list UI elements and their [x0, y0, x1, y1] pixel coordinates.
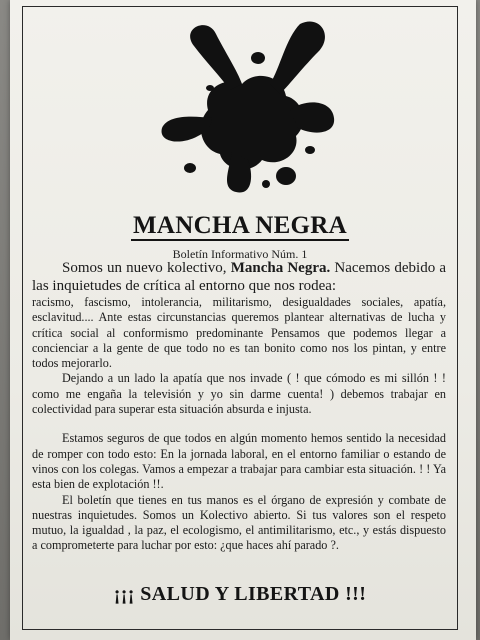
bulletin-subtitle: Boletín Informativo Núm. 1	[172, 247, 308, 261]
ink-splat-icon	[150, 18, 340, 196]
collective-name: Mancha Negra.	[230, 260, 331, 276]
paragraph-1: racismo, fascismo, intolerancia, militarismo, desigualdades sociales, apatía, esclavitud.... Ante estas circunstancias queremos plantear alternativas de lucha y crítica social al conformismo predominante Pensamos que podemos llegar a concienciar a la gente de que todo no es tan bonito como nos los pintan, y entre todos mejorarlo.	[32, 295, 446, 371]
paragraph-2: Dejando a un lado la apatía que nos invade ( ! que cómodo es mi sillón ! ! como me engaña la televisión y yo sin darme cuenta! ) debemos trabajar en colectividad para superar esta situación absurda e injusta.	[32, 371, 446, 417]
bulletin-title: MANCHA NEGRA	[132, 212, 347, 239]
intro-paragraph: Somos un nuevo kolectivo, Mancha Negra. Nacemos debido a las inquietudes de crítica al entorno que nos rodea:	[32, 260, 447, 294]
paragraph-4: El boletín que tienes en tus manos es el órgano de expresión y combate de nuestras inquietudes. Somos un Kolectivo abierto. Si tus valores son el respeto mutuo, la igualdad , la paz, el ecologismo, el antimilitarismo, etc., y estás dispuesto a comprometerte para luchar por esto: ¿que haces ahí parado ?.	[32, 492, 446, 553]
bulletin-body	[32, 260, 446, 554]
closing-slogan: ¡¡¡ SALUD Y LIBERTAD !!!	[113, 583, 367, 605]
paragraph-3: Estamos seguros de que todos en algún momento hemos sentido la necesidad de romper con todo esto: En la jornada laboral, en el entorno familiar o estando de vinos con los colegas. Vamos a empezar a trabajar para cambiar esta situación. ! ! Ya esta bien de explotación !!.	[32, 431, 446, 492]
